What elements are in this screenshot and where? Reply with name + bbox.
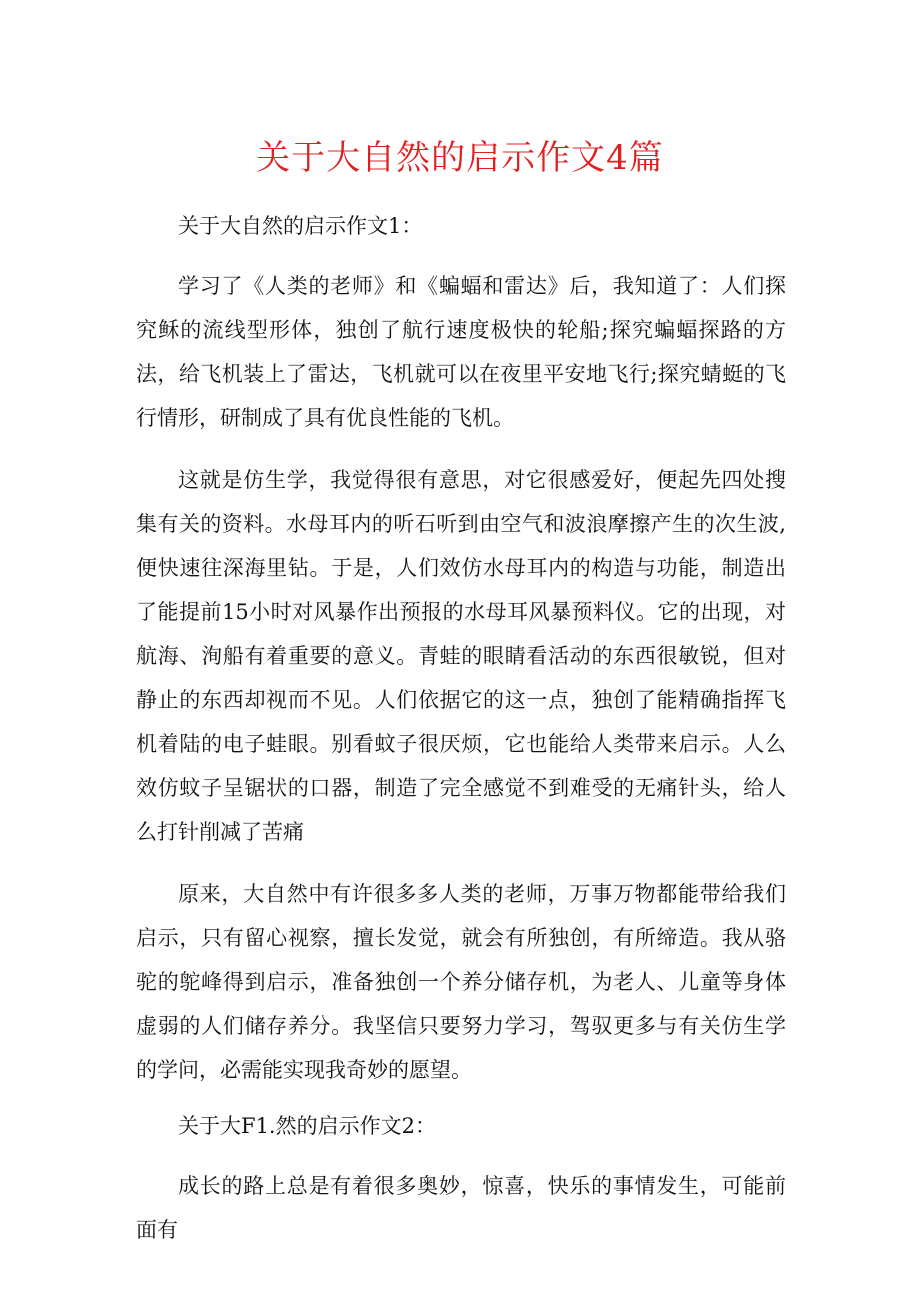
section-heading-2: 关于大F1.然的启示作文2： [178,1114,436,1138]
section-heading-1: 关于大自然的启示作文1： [178,214,423,238]
paragraph-3: 原来，大自然中有许很多多人类的老师，万事万物都能带给我们启示，只有留心视察，擅长发觉，就会有所独创，有所缔造。我从骆驼的鸵峰得到启示，准备独创一个养分储存机，为老人、儿童等身体虚弱的人们储存养分。我坚信只要努力学习，驾驭更多与有关仿生学的学问，必需能实现我奇妙的愿望。 [136,882,786,1082]
document-body [136,210,786,1270]
paragraph-1: 学习了《人类的老师》和《蝙蝠和雷达》后，我知道了：人们探究稣的流线型形体，独创了航行速度极快的轮船;探究蝙蝠探路的方法，给飞机装上了雷达，飞机就可以在夜里平安地飞行;探究蜻蜓的飞行情形，研制成了具有优良性能的飞机。 [136,274,786,430]
document-title: 关于大自然的启示作文4篇 [256,138,664,178]
paragraph-2: 这就是仿生学，我觉得很有意思，对它很感爱好，便起先四处搜集有关的资料。水母耳内的听石听到由空气和波浪摩擦产生的次生波,便快速往深海里钻。于是，人们效仿水母耳内的构造与功能，制造出了能提前15小时对风暴作出预报的水母耳风暴预料仪。它的出现，对航海、洵船有着重要的意义。青蛙的眼睛看活动的东西很敏锐，但对静止的东西却视而不见。人们依据它的这一点，独创了能精确指挥飞机着陆的电子蛙眼。别看蚊子很厌烦，它也能给人类带来启示。人么效仿蚊子呈锯状的口器，制造了完全感觉不到难受的无痛针头，给人么打针削减了苦痛 [136,468,786,844]
paragraph-4: 成长的路上总是有着很多奥妙，惊喜，快乐的事情发生，可能前面有 [136,1174,786,1242]
